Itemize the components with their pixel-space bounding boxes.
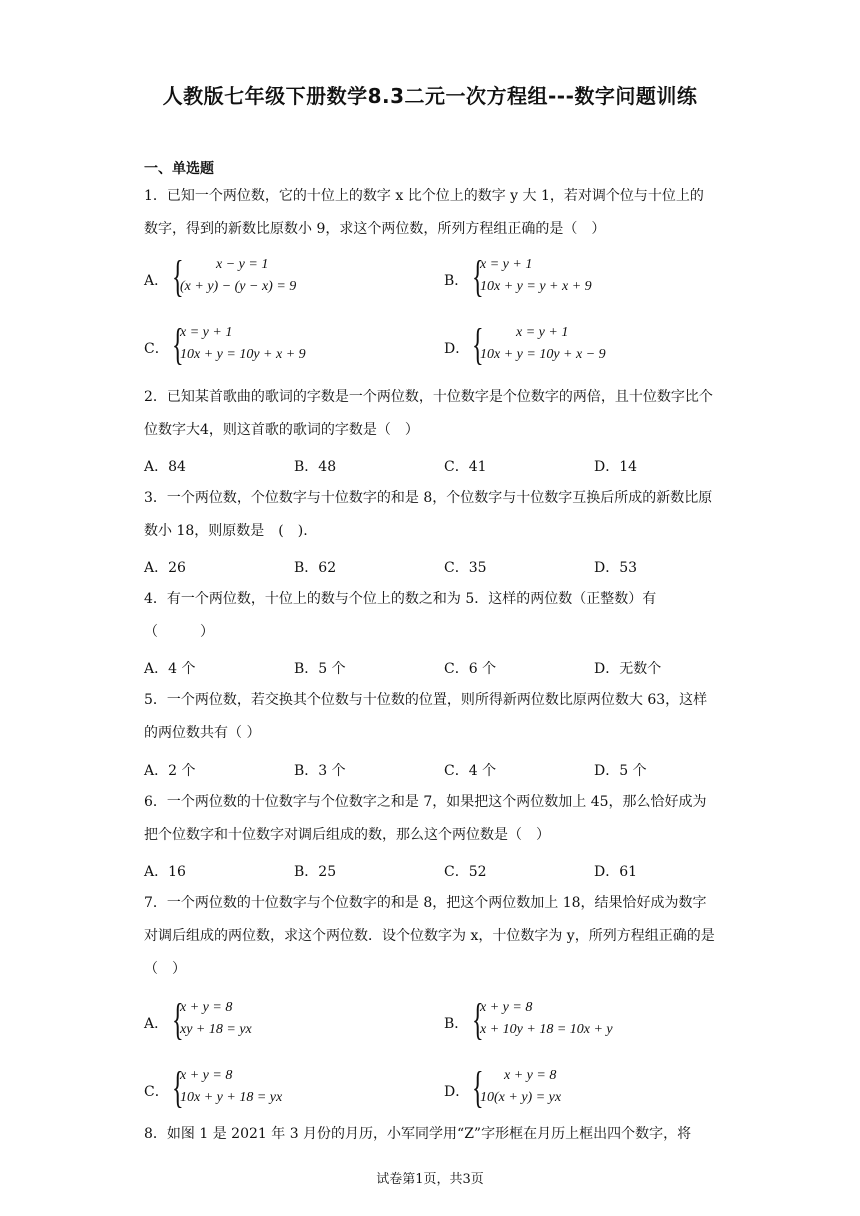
equation-line-1: x + y = 8 — [480, 1000, 533, 1015]
equation-line-2: (x + y) − (y − x) = 9 — [180, 279, 297, 294]
q6-option-b[interactable]: B．25 — [294, 864, 337, 880]
q2-option-a[interactable]: A．84 — [144, 459, 186, 475]
question-1-text: 1．已知一个两位数，它的十位上的数字 x 比个位上的数字 y 大 1，若对调个位与十位上的数字，得到的新数比原数小 9，求这个两位数，所列方程组正确的是（ ） — [144, 188, 704, 237]
q5-options — [144, 760, 716, 782]
equation-line-2: 10x + y = 10y + x − 9 — [480, 347, 606, 362]
q7-option-b[interactable] — [444, 995, 716, 1046]
equation-line-1: x = y + 1 — [180, 325, 233, 340]
q4-option-d[interactable]: D．无数个 — [594, 661, 662, 677]
equation-line-1: x + y = 8 — [180, 1000, 233, 1015]
equation-line-2: 10x + y = y + x + 9 — [480, 279, 592, 294]
option-label: D． — [444, 1084, 470, 1100]
question-5-text: 5．一个两位数，若交换其个位数与十位数的位置，则所得新两位数比原两位数大 63，这样的两位数共有（ ） — [144, 692, 708, 741]
q4-option-b[interactable]: B．5 个 — [294, 661, 346, 677]
brace-icon: { — [172, 1063, 184, 1112]
question-7-text: 7．一个两位数的十位数字与个位数字的和是 8，把这个两位数加上 18，结果恰好成为数字对调后组成的两位数，求这个两位数．设个位数字为 x，十位数字为 y，所列方程组正确的是（ ） — [144, 895, 715, 977]
q6-option-d[interactable]: D．61 — [594, 864, 638, 880]
page-title: 人教版七年级下册数学8.3二元一次方程组---数字问题训练 — [162, 84, 698, 108]
option-label: C． — [144, 1084, 169, 1100]
q4-option-a[interactable]: A．4 个 — [144, 661, 196, 677]
q7-option-a[interactable] — [144, 995, 424, 1046]
q6-option-c[interactable]: C．52 — [444, 864, 487, 880]
option-label: D． — [444, 341, 470, 357]
equation-line-2: x + 10y + 18 = 10x + y — [480, 1022, 613, 1037]
q1-option-b[interactable] — [444, 252, 716, 303]
brace-icon: { — [472, 320, 484, 369]
question-6-text: 6．一个两位数的十位数字与个位数字之和是 7，如果把这个两位数加上 45，那么恰好成为把个位数字和十位数字对调后组成的数，那么这个两位数是（ ） — [144, 794, 707, 843]
option-label: B． — [444, 273, 469, 289]
question-3-text: 3．一个两位数，个位数字与十位数字的和是 8，个位数字与十位数字互换后所成的新数比原数小 18，则原数是 ( ). — [144, 490, 713, 539]
equation-line-1: x = y + 1 — [480, 257, 533, 272]
q3-options — [144, 557, 716, 579]
equation-line-2: xy + 18 = yx — [180, 1022, 252, 1037]
page-footer: 试卷第1页，共3页 — [376, 1172, 484, 1187]
brace-icon: { — [472, 252, 484, 301]
question-4-text: 4．有一个两位数，十位上的数与个位上的数之和为 5．这样的两位数（正整数）有（ ） — [144, 591, 657, 640]
q6-option-a[interactable]: A．16 — [144, 864, 186, 880]
equation-line-2: 10x + y = 10y + x + 9 — [180, 347, 306, 362]
q2-option-c[interactable]: C．41 — [444, 459, 487, 475]
q3-option-b[interactable]: B．62 — [294, 560, 337, 576]
q3-option-d[interactable]: D．53 — [594, 560, 638, 576]
q5-option-a[interactable]: A．2 个 — [144, 763, 196, 779]
brace-icon: { — [172, 320, 184, 369]
q1-option-a[interactable] — [144, 252, 424, 303]
q3-option-c[interactable]: C．35 — [444, 560, 487, 576]
equation-line-1: x + y = 8 — [504, 1068, 557, 1083]
brace-icon: { — [472, 995, 484, 1044]
section-heading: 一、单选题 — [144, 161, 214, 177]
q4-options — [144, 658, 716, 680]
q2-options — [144, 456, 716, 478]
equation-line-1: x + y = 8 — [180, 1068, 233, 1083]
q4-option-c[interactable]: C．6 个 — [444, 661, 497, 677]
brace-icon: { — [172, 995, 184, 1044]
q5-option-d[interactable]: D．5 个 — [594, 763, 647, 779]
option-label: A． — [144, 1016, 169, 1032]
brace-icon: { — [472, 1063, 484, 1112]
option-label: A． — [144, 273, 169, 289]
q2-option-d[interactable]: D．14 — [594, 459, 638, 475]
equation-line-1: x − y = 1 — [216, 257, 269, 272]
q1-option-c[interactable] — [144, 320, 424, 371]
question-8-text: 8．如图 1 是 2021 年 3 月份的月历，小军同学用“Z”字形框在月历上框出四个数字，将 — [144, 1126, 692, 1142]
q5-option-c[interactable]: C．4 个 — [444, 763, 497, 779]
q7-option-c[interactable] — [144, 1063, 424, 1114]
question-2-text: 2．已知某首歌曲的歌词的字数是一个两位数，十位数字是个位数字的两倍，且十位数字比个位数字大4，则这首歌的歌词的字数是（ ） — [144, 389, 713, 438]
q3-option-a[interactable]: A．26 — [144, 560, 186, 576]
option-label: C． — [144, 341, 169, 357]
q1-option-d[interactable] — [444, 320, 716, 371]
q7-option-d[interactable] — [444, 1063, 716, 1114]
brace-icon: { — [172, 252, 184, 301]
q2-option-b[interactable]: B．48 — [294, 459, 337, 475]
q6-options — [144, 861, 716, 883]
q5-option-b[interactable]: B．3 个 — [294, 763, 346, 779]
equation-line-2: 10(x + y) = yx — [480, 1090, 562, 1105]
equation-line-2: 10x + y + 18 = yx — [180, 1090, 283, 1105]
option-label: B． — [444, 1016, 469, 1032]
equation-line-1: x = y + 1 — [516, 325, 569, 340]
